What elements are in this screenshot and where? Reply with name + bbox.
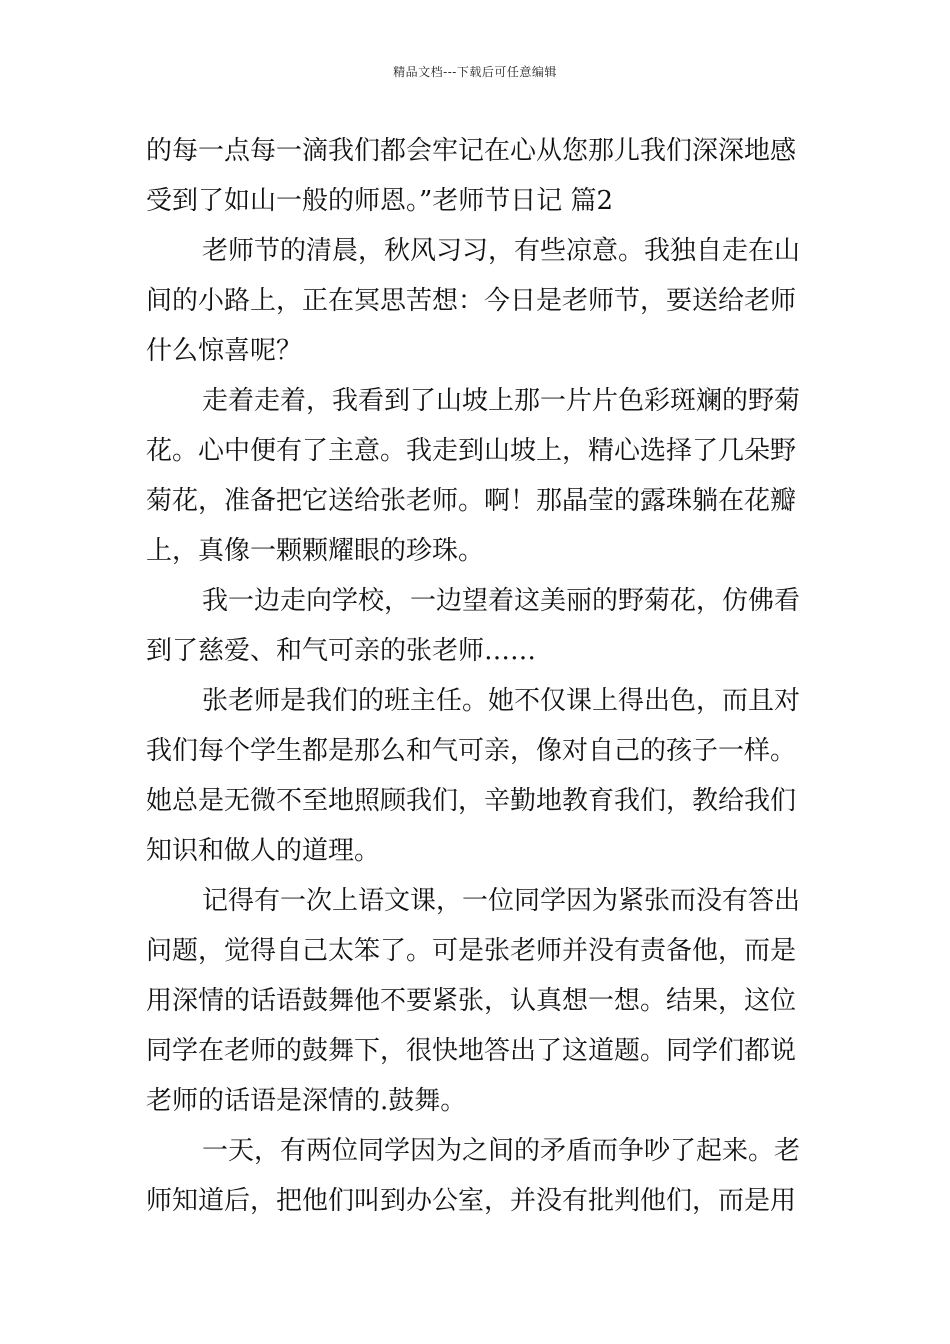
text-line: 上，真像一颗颗耀眼的珍珠。 — [146, 536, 485, 566]
document-body — [146, 126, 808, 1226]
text-line: 的每一点每一滴我们都会牢记在心从您那儿我们深深地感 — [146, 136, 797, 166]
paragraph-first-line: 走着走着，我看到了山坡上那一片片色彩斑斓的野菊 — [202, 386, 801, 416]
text-line: 受到了如山一般的师恩。”老师节日记 篇2 — [146, 186, 614, 216]
text-line: 师知道后，把他们叫到办公室，并没有批判他们，而是用 — [146, 1186, 797, 1216]
text-line: 老师的话语是深情的.鼓舞。 — [146, 1086, 467, 1116]
page-header: 精品文档---下载后可任意编辑 — [393, 65, 557, 79]
text-line: 用深情的话语鼓舞他不要紧张，认真想一想。结果，这位 — [146, 986, 797, 1016]
paragraph-first-line: 一天，有两位同学因为之间的矛盾而争吵了起来。老 — [202, 1136, 801, 1166]
text-line: 知识和做人的道理。 — [146, 836, 381, 866]
paragraph-first-line: 我一边走向学校，一边望着这美丽的野菊花，仿佛看 — [202, 586, 801, 616]
paragraph-first-line: 记得有一次上语文课，一位同学因为紧张而没有答出 — [202, 886, 801, 916]
text-line: 到了慈爱、和气可亲的张老师…… — [146, 636, 537, 666]
paragraph-first-line: 张老师是我们的班主任。她不仅课上得出色，而且对 — [202, 686, 801, 716]
paragraph-first-line: 老师节的清晨，秋风习习，有些凉意。我独自走在山 — [202, 236, 801, 266]
text-line: 什么惊喜呢？ — [146, 336, 303, 366]
text-line: 间的小路上，正在冥思苦想：今日是老师节，要送给老师 — [146, 286, 797, 316]
text-line: 我们每个学生都是那么和气可亲，像对自己的孩子一样。 — [146, 736, 797, 766]
text-line: 花。心中便有了主意。我走到山坡上，精心选择了几朵野 — [146, 436, 797, 466]
text-line: 问题，觉得自己太笨了。可是张老师并没有责备他，而是 — [146, 936, 797, 966]
text-line: 同学在老师的鼓舞下，很快地答出了这道题。同学们都说 — [146, 1036, 797, 1066]
text-line: 菊花，准备把它送给张老师。啊！那晶莹的露珠躺在花瓣 — [146, 486, 797, 516]
text-line: 她总是无微不至地照顾我们，辛勤地教育我们，教给我们 — [146, 786, 797, 816]
